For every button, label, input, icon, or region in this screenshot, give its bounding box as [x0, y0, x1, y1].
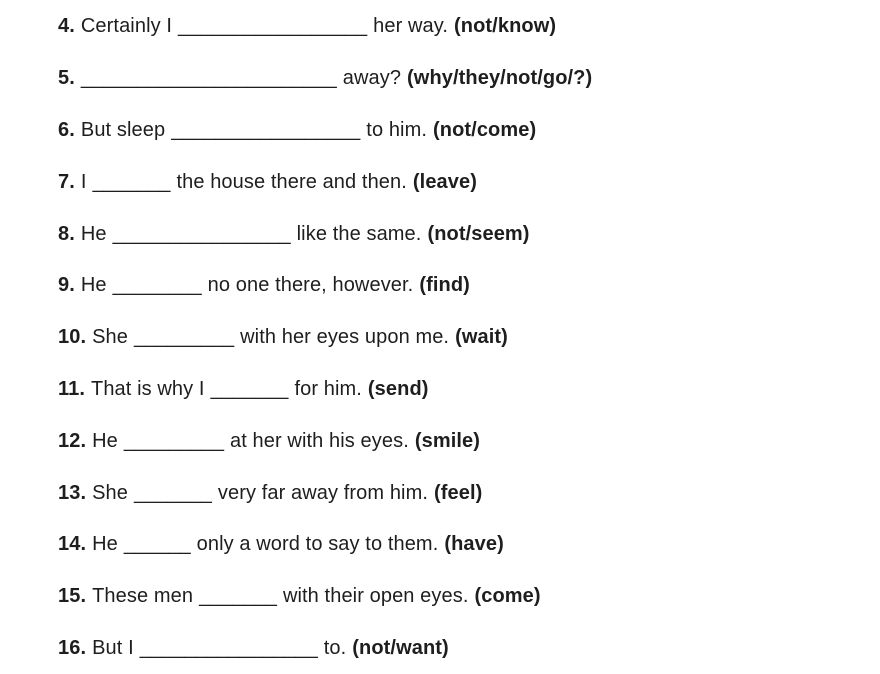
item-blank-line: _______________________	[80, 67, 337, 90]
item-verb-hint: (why/they/not/go/?)	[407, 67, 593, 90]
item-number: 4.	[58, 15, 75, 38]
item-number: 16.	[58, 636, 87, 659]
item-pre-text: She	[92, 481, 128, 504]
item-blank-line: _______	[134, 481, 212, 504]
item-blank-line: _________________	[171, 118, 361, 141]
item-post-text: for him.	[294, 377, 362, 400]
item-pre-text: He	[92, 429, 118, 452]
item-post-text: her way.	[373, 15, 449, 38]
item-verb-hint: (send)	[367, 377, 429, 400]
item-post-text: to him.	[366, 118, 428, 141]
exercise-item	[58, 312, 880, 364]
item-post-text: to.	[323, 636, 347, 659]
item-verb-hint: (find)	[419, 274, 470, 297]
exercise-item	[58, 519, 880, 571]
exercise-item	[58, 571, 880, 623]
exercise-item	[58, 415, 880, 467]
exercise-item	[58, 208, 880, 260]
item-post-text: with their open eyes.	[282, 585, 469, 608]
item-post-text: only a word to say to them.	[196, 533, 439, 556]
item-pre-text: These men	[92, 585, 194, 608]
item-verb-hint: (not/seem)	[427, 222, 530, 245]
item-pre-text: He	[92, 533, 118, 556]
item-blank-line: _______	[210, 377, 289, 400]
item-verb-hint: (not/know)	[454, 15, 557, 38]
item-pre-text: But sleep	[80, 118, 166, 141]
item-blank-line: _______	[92, 170, 171, 193]
item-blank-line: _________	[134, 326, 235, 349]
item-post-text: the house there and then.	[176, 170, 407, 193]
item-post-text: like the same.	[296, 222, 422, 245]
item-blank-line: ________________	[139, 636, 318, 659]
exercise-item	[58, 364, 880, 416]
exercise-item	[58, 623, 880, 674]
item-post-text: away?	[342, 67, 402, 90]
item-verb-hint: (not/come)	[433, 118, 537, 141]
item-verb-hint: (leave)	[412, 170, 477, 193]
item-number: 6.	[58, 118, 75, 141]
item-blank-line: ________	[112, 274, 202, 297]
item-blank-line: ______	[123, 533, 191, 556]
item-pre-text: But I	[92, 636, 134, 659]
item-pre-text: He	[80, 274, 107, 297]
item-pre-text: I	[80, 170, 87, 193]
item-pre-text: Certainly I	[80, 15, 173, 38]
exercise-item	[58, 260, 880, 312]
item-number: 12.	[58, 429, 87, 452]
item-blank-line: _______	[199, 585, 277, 608]
item-verb-hint: (not/want)	[352, 636, 449, 659]
item-pre-text: He	[80, 222, 107, 245]
item-number: 10.	[58, 326, 87, 349]
item-number: 9.	[58, 274, 75, 297]
item-verb-hint: (have)	[444, 533, 504, 556]
item-number: 8.	[58, 222, 75, 245]
item-post-text: very far away from him.	[217, 481, 428, 504]
item-number: 14.	[58, 533, 87, 556]
exercise-item	[58, 53, 880, 105]
item-verb-hint: (smile)	[414, 429, 481, 452]
item-number: 11.	[58, 377, 85, 400]
item-post-text: with her eyes upon me.	[240, 326, 450, 349]
exercise-item	[58, 156, 880, 208]
item-verb-hint: (come)	[474, 585, 541, 608]
item-post-text: no one there, however.	[207, 274, 414, 297]
item-pre-text: She	[92, 326, 128, 349]
exercise-item	[58, 105, 880, 157]
item-post-text: at her with his eyes.	[230, 429, 409, 452]
exercise-item	[58, 1, 880, 53]
item-verb-hint: (feel)	[434, 481, 483, 504]
item-blank-line: _________________	[178, 15, 368, 38]
exercise-item	[58, 467, 880, 519]
item-number: 13.	[58, 481, 87, 504]
item-blank-line: _________	[123, 429, 224, 452]
item-number: 5.	[58, 67, 75, 90]
item-verb-hint: (wait)	[455, 326, 508, 349]
item-pre-text: That is why I	[91, 377, 205, 400]
item-number: 7.	[58, 170, 75, 193]
item-number: 15.	[58, 585, 87, 608]
item-blank-line: ________________	[112, 222, 291, 245]
